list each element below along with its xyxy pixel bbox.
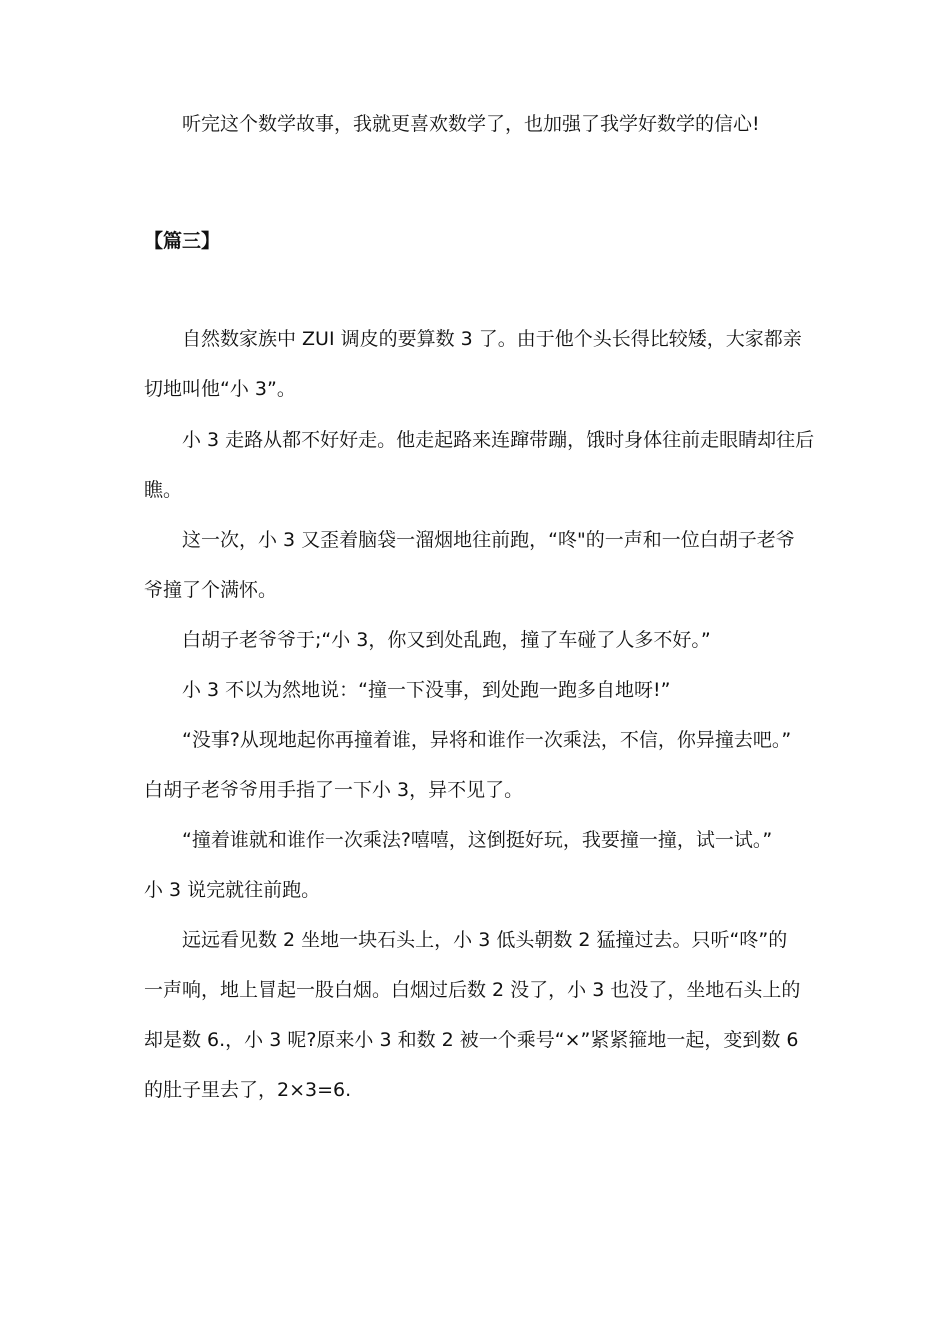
paragraph-1-line-1: 自然数家族中 ZUI 调皮的要算数 3 了。由于他个头长得比较矮，大家都亲	[182, 328, 802, 350]
intro-paragraph: 听完这个数学故事，我就更喜欢数学了，也加强了我学好数学的信心!	[182, 113, 760, 135]
paragraph-8-line-4: 的肚子里去了，2×3=6.	[144, 1079, 352, 1101]
paragraph-8-line-2: 一声响，地上冒起一股白烟。白烟过后数 2 没了，小 3 也没了，坐地石头上的	[144, 979, 801, 1001]
section-heading: 【篇三】	[144, 230, 221, 252]
paragraph-1-line-2: 切地叫他“小 3”。	[144, 378, 296, 400]
paragraph-7-line-2: 小 3 说完就往前跑。	[144, 879, 321, 901]
paragraph-8-line-3: 却是数 6.，小 3 呢?原来小 3 和数 2 被一个乘号“×”紧紧箍地一起，变到数 6	[144, 1029, 799, 1051]
paragraph-3-line-1: 这一次，小 3 又歪着脑袋一溜烟地往前跑，“咚"的一声和一位白胡子老爷	[182, 529, 795, 551]
paragraph-5-line-1: 小 3 不以为然地说：“撞一下没事，到处跑一跑多自地呀!”	[182, 679, 671, 701]
paragraph-6-line-2: 白胡子老爷爷用手指了一下小 3，异不见了。	[144, 779, 524, 801]
paragraph-2-line-1: 小 3 走路从都不好好走。他走起路来连蹿带蹦，饿时身体往前走眼睛却往后	[182, 429, 815, 451]
paragraph-8-line-1: 远远看见数 2 坐地一块石头上，小 3 低头朝数 2 猛撞过去。只听“咚”的	[182, 929, 788, 951]
paragraph-4-line-1: 白胡子老爷爷于;“小 3，你又到处乱跑，撞了车碰了人多不好。”	[182, 629, 711, 651]
paragraph-3-line-2: 爷撞了个满怀。	[144, 579, 278, 601]
paragraph-7-line-1: “撞着谁就和谁作一次乘法?嘻嘻，这倒挺好玩，我要撞一撞，试一试。”	[182, 829, 773, 851]
paragraph-2-line-2: 瞧。	[144, 479, 183, 501]
paragraph-6-line-1: “没事?从现地起你再撞着谁，异将和谁作一次乘法，不信，你异撞去吧。”	[182, 729, 792, 751]
